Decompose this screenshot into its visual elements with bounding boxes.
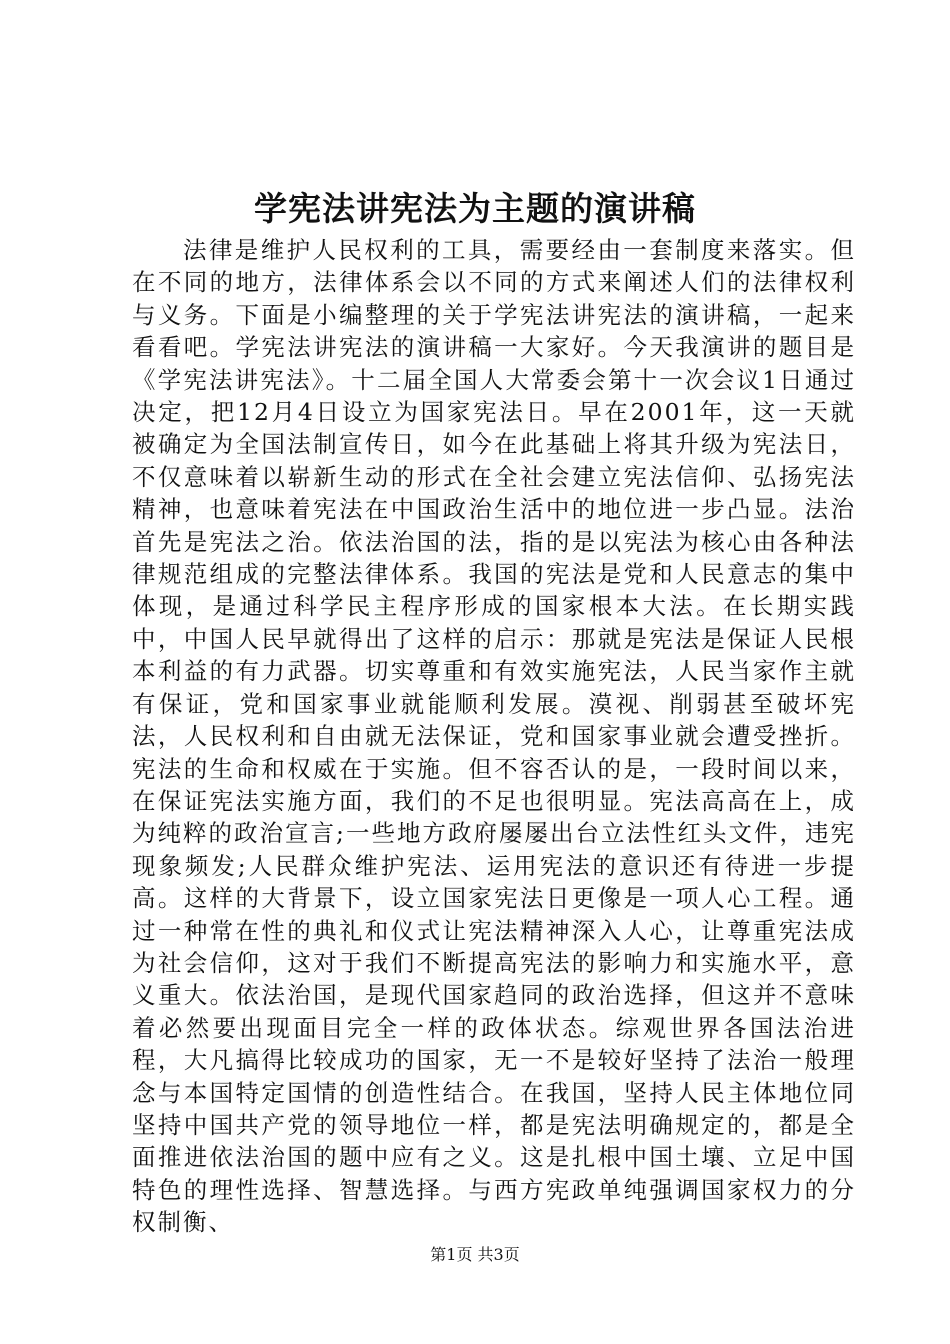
document-body-paragraph: 法律是维护人民权利的工具，需要经由一套制度来落实。但在不同的地方，法律体系会以不同的方式来阐述人们的法律权利与义务。下面是小编整理的关于学宪法讲宪法的演讲稿，一起来看看吧。学宪法讲宪法的演讲稿一大家好。今天我演讲的题目是《学宪法讲宪法》。十二届全国人大常委会第十一次会议1日通过决定，把12月4日设立为国家宪法日。早在2001年，这一天就被确定为全国法制宣传日，如今在此基础上将其升级为宪法日，不仅意味着以崭新生动的形式在全社会建立宪法信仰、弘扬宪法精神，也意味着宪法在中国政治生活中的地位进一步凸显。法治首先是宪法之治。依法治国的法，指的是以宪法为核心由各种法律规范组成的完整法律体系。我国的宪法是党和人民意志的集中体现，是通过科学民主程序形成的国家根本大法。在长期实践中，中国人民早就得出了这样的启示：那就是宪法是保证人民根本利益的有力武器。切实尊重和有效实施宪法，人民当家作主就有保证，党和国家事业就能顺利发展。漠视、削弱甚至破坏宪法，人民权利和自由就无法保证，党和国家事业就会遭受挫折。宪法的生命和权威在于实施。但不容否认的是，一段时间以来，在保证宪法实施方面，我们的不足也很明显。宪法高高在上，成为纯粹的政治宣言;一些地方政府屡屡出台立法性红头文件，违宪现象频发;人民群众维护宪法、运用宪法的意识还有待进一步提高。这样的大背景下，设立国家宪法日更像是一项人心工程。通过一种常在性的典礼和仪式让宪法精神深入人心，让尊重宪法成为社会信仰，这对于我们不断提高宪法的影响力和实施水平，意义重大。依法治国，是现代国家趋同的政治选择，但这并不意味着必然要出现面目完全一样的政体状态。综观世界各国法治进程，大凡搞得比较成功的国家，无一不是较好坚持了法治一般理念与本国特定国情的创造性结合。在我国，坚持人民主体地位同坚持中国共产党的领导地位一样，都是宪法明确规定的，都是全面推进依法治国的题中应有之义。这是扎根中国土壤、立足中国特色的理性选择、智慧选择。与西方宪政单纯强调国家权力的分权制衡、 (132, 236, 856, 1237)
document-title: 学宪法讲宪法为主题的演讲稿 (254, 189, 696, 228)
page-footer: 第1页 共3页 (430, 1245, 520, 1264)
